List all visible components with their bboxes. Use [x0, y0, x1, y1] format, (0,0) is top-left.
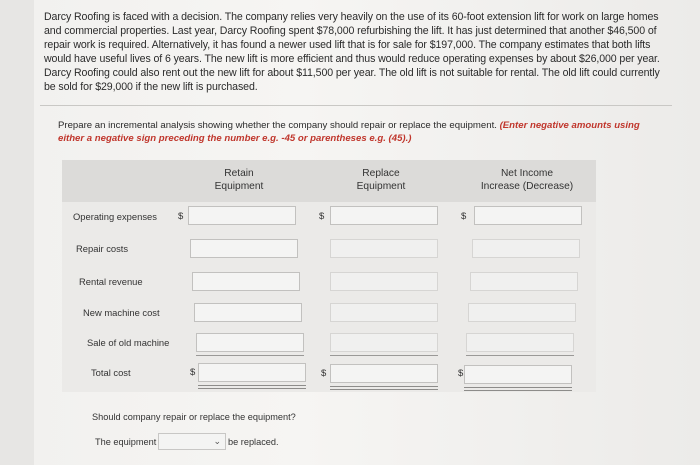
- row-label-new-machine-cost: New machine cost: [83, 307, 160, 318]
- currency-symbol: $: [461, 211, 467, 222]
- subtotal-rule: [330, 355, 438, 356]
- net-sale-of-old-machine-input[interactable]: [466, 333, 574, 352]
- col-header-replace: [338, 167, 424, 193]
- currency-symbol: $: [178, 211, 184, 222]
- replace-rental-revenue-input[interactable]: [330, 272, 438, 291]
- decision-suffix: be replaced.: [228, 437, 279, 447]
- equipment-label: The equipment: [95, 437, 157, 447]
- total-double-rule: [464, 387, 572, 391]
- row-label-total-cost: Total cost: [91, 367, 131, 378]
- replace-repair-costs-input[interactable]: [330, 239, 438, 258]
- subtotal-rule: [466, 355, 574, 356]
- row-label-sale-of-old-machine: Sale of old machine: [87, 337, 170, 348]
- net-rental-revenue-input[interactable]: [470, 272, 578, 291]
- problem-statement: Darcy Roofing is faced with a decision. The company relies very heavily on the use of its 60-foot extension lift for work on large homes and commercial properties. Last year, Darcy Roofing spent $78,000 refurbishing the lift. It has just determined that another $46,500 of repair work is required. Alternatively, it has found a newer used lift that is for sale for $197,000. The company estimates that both lifts would have useful lives of 6 years. The new lift is more efficient and thus would reduce operating expenses by about $26,000 per year. Darcy Roofing could also rent out the new lift for about $11,500 per year. The old lift is not suitable for rental. The old lift could currently be sold for $29,000 if the new lift is purchased.: [44, 11, 660, 93]
- net-repair-costs-input[interactable]: [472, 239, 580, 258]
- instruction-note: (Enter negative amounts using either a negative sign preceding the number e.g. -45 or parentheses e.g. (45).): [58, 120, 640, 144]
- retain-operating-expenses-input[interactable]: [188, 206, 296, 225]
- replace-sale-of-old-machine-input[interactable]: [330, 333, 438, 352]
- instruction-text: Prepare an incremental analysis showing whether the company should repair or replace the equipment.: [58, 120, 497, 131]
- retain-sale-of-old-machine-input[interactable]: [196, 333, 304, 352]
- currency-symbol: $: [319, 211, 325, 222]
- replace-total-cost-input[interactable]: [330, 364, 438, 383]
- decision-question: Should company repair or replace the equipment?: [92, 412, 296, 422]
- total-double-rule: [330, 386, 438, 390]
- net-total-cost-input[interactable]: [464, 365, 572, 384]
- col-header-line2: Equipment: [214, 181, 264, 192]
- col-header-net-income: [472, 167, 582, 193]
- col-header-retain: [196, 167, 282, 193]
- col-header-line1: Net Income: [500, 168, 554, 179]
- chevron-down-icon: ⌄: [213, 436, 221, 446]
- row-label-operating-expenses: Operating expenses: [73, 211, 157, 222]
- col-header-line2: Increase (Decrease): [480, 181, 574, 192]
- subtotal-rule: [196, 355, 304, 356]
- replace-operating-expenses-input[interactable]: [330, 206, 438, 225]
- col-header-line1: Replace: [362, 168, 400, 179]
- currency-symbol: $: [190, 367, 196, 378]
- decision-dropdown[interactable]: [158, 433, 226, 450]
- col-header-line2: Equipment: [356, 181, 406, 192]
- instruction: [58, 120, 668, 146]
- replace-new-machine-cost-input[interactable]: [330, 303, 438, 322]
- net-operating-expenses-input[interactable]: [474, 206, 582, 225]
- col-header-line1: Retain: [224, 168, 254, 179]
- retain-rental-revenue-input[interactable]: [192, 272, 300, 291]
- row-label-rental-revenue: Rental revenue: [79, 276, 143, 287]
- total-double-rule: [198, 385, 306, 389]
- retain-total-cost-input[interactable]: [198, 363, 306, 382]
- currency-symbol: $: [321, 368, 327, 379]
- net-new-machine-cost-input[interactable]: [468, 303, 576, 322]
- retain-new-machine-cost-input[interactable]: [194, 303, 302, 322]
- retain-repair-costs-input[interactable]: [190, 239, 298, 258]
- row-label-repair-costs: Repair costs: [76, 243, 129, 254]
- currency-symbol: $: [458, 368, 464, 379]
